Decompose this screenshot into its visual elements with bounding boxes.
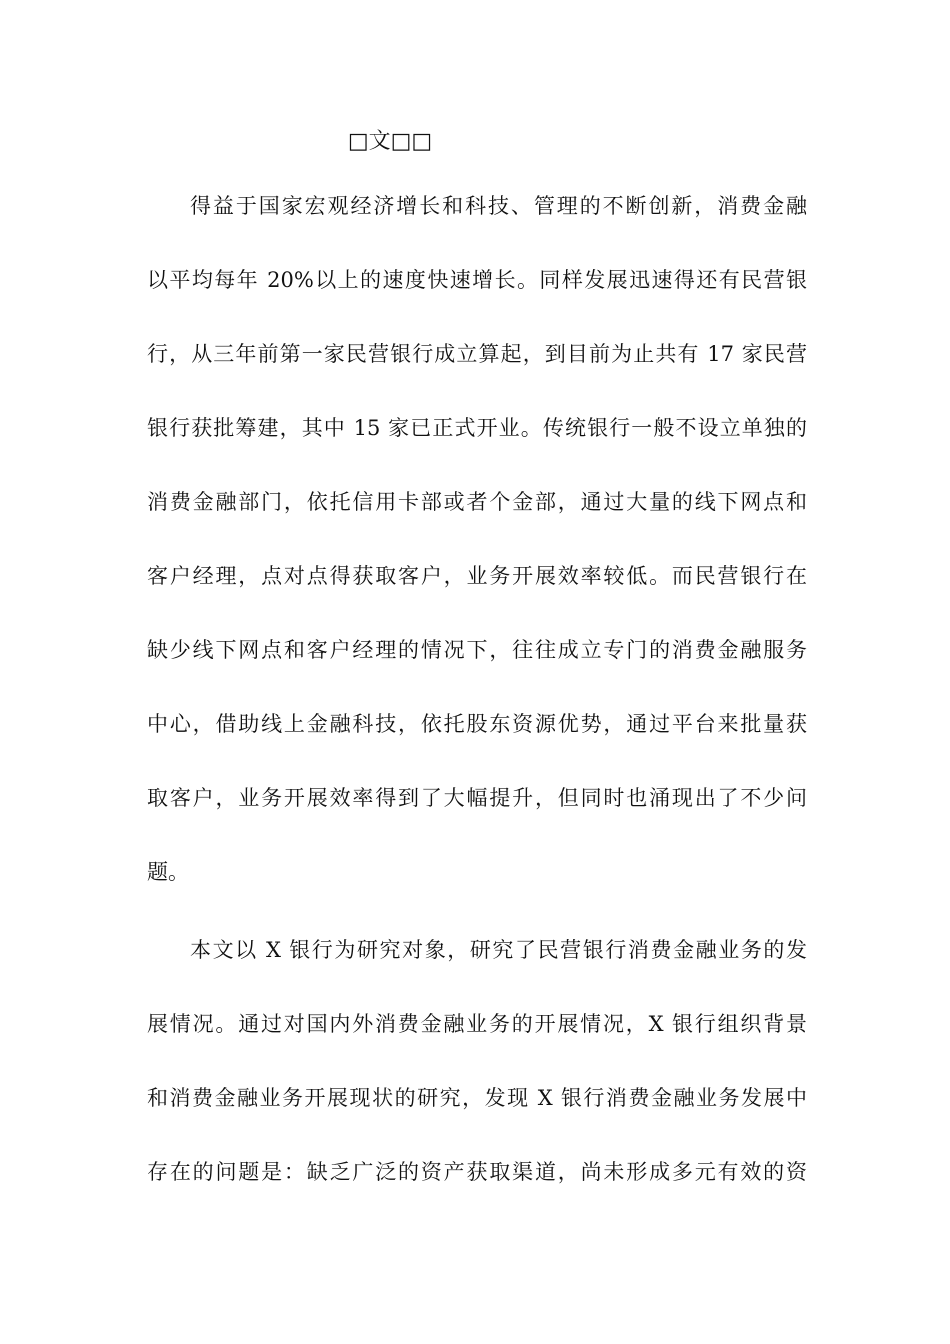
paragraph-1-line-8: 中心，借助线上金融科技，依托股东资源优势，通过平台来批量获 [147, 712, 807, 736]
paragraph-1-line-2: 以平均每年 20%以上的速度快速增长。同样发展迅速得还有民营银 [147, 268, 807, 292]
paragraph-2-line-4: 存在的问题是：缺乏广泛的资产获取渠道，尚未形成多元有效的资 [147, 1160, 807, 1184]
paragraph-2-line-2: 展情况。通过对国内外消费金融业务的开展情况，X 银行组织背景 [147, 1012, 807, 1036]
paragraph-1-line-9: 取客户，业务开展效率得到了大幅提升，但同时也涌现出了不少问 [147, 786, 807, 810]
paragraph-1-line-7: 缺少线下网点和客户经理的情况下，往往成立专门的消费金融服务 [147, 638, 807, 662]
paragraph-2-line-3: 和消费金融业务开展现状的研究，发现 X 银行消费金融业务发展中 [147, 1086, 807, 1110]
paragraph-1-line-3: 行，从三年前第一家民营银行成立算起，到目前为止共有 17 家民营 [147, 342, 807, 366]
paragraph-1-line-1: 得益于国家宏观经济增长和科技、管理的不断创新，消费金融 [190, 194, 807, 218]
document-title: □文□□ [347, 129, 433, 154]
paragraph-1-line-6: 客户经理，点对点得获取客户，业务开展效率较低。而民营银行在 [147, 564, 807, 588]
paragraph-2-line-1: 本文以 X 银行为研究对象，研究了民营银行消费金融业务的发 [190, 938, 807, 962]
paragraph-1-line-5: 消费金融部门，依托信用卡部或者个金部，通过大量的线下网点和 [147, 490, 807, 514]
paragraph-1-line-10: 题。 [147, 860, 189, 884]
paragraph-1-line-4: 银行获批筹建，其中 15 家已正式开业。传统银行一般不设立单独的 [147, 416, 807, 440]
